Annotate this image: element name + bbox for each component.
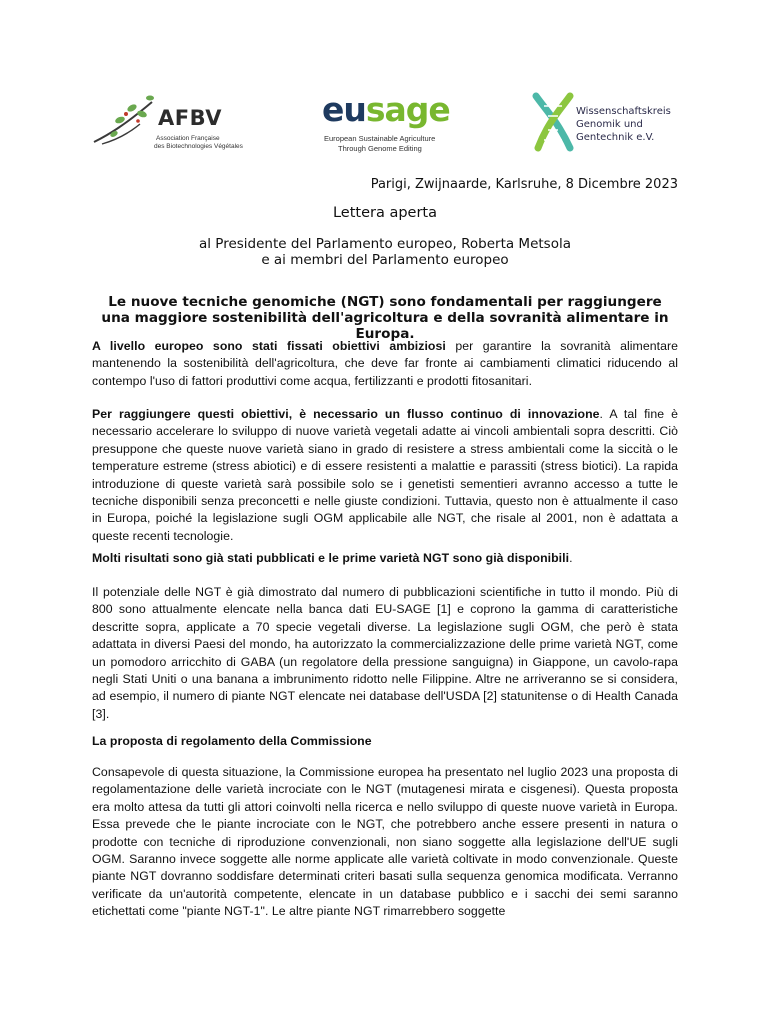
logo-header — [0, 86, 770, 166]
results-heading-text: Molti risultati sono già stati pubblicati e le prime varietà NGT sono già disponibili — [92, 551, 570, 565]
wgg-name-1: Wissenschaftskreis — [576, 106, 671, 117]
section-heading-results — [92, 550, 678, 567]
eusage-wordmark — [322, 90, 450, 129]
results-heading-period: . — [569, 551, 573, 565]
afbv-name: AFBV — [158, 106, 223, 130]
paragraph-6: Consapevole di questa situazione, la Commissione europea ha presentato nel luglio 2023 una proposta di regolamentazione delle varietà incrociate con le NGT (mutagenesi mirata e cisgenesi). Questa proposta era molto attesa da tutti gli attori coinvolti nella ricerca e nello sviluppo di queste nuove varietà in Europa. Essa prevede che le piante incrociate con le NGT, che potrebbero anche essere presenti in natura o prodotte con tecniche di riproduzione convenzionali, non siano soggette alla legislazione dell'UE sugli OGM. Saranno invece soggette alle norme applicate alle varietà coltivate in modo convenzionale. Queste piante NGT dovranno soddisfare determinati criteri basati sulla sequenza genomica modificata. Verranno verificate da un'autorità competente, elencate in un database pubblico e i sacchi dei semi saranno etichettati come "piante NGT-1". Le altre piante NGT rimarrebbero soggette — [92, 765, 678, 919]
paragraph-1-text: per garantire la sovranità alimentare mantenendo la sostenibilità dell'agricoltura, che deve far fronte ai cambiamenti climatici riducendo al contempo l'uso di fattori produttivi come acqua, fertilizzanti e prodotti fitosanitari. — [92, 339, 679, 388]
wgg-name-3: Gentechnik e.V. — [576, 132, 655, 143]
addressee — [0, 236, 770, 268]
wgg-logo — [532, 92, 692, 152]
section-heading-proposal: La proposta di regolamento della Commissione — [92, 734, 372, 748]
eusage-subtitle-2: Through Genome Editing — [338, 144, 422, 153]
place-date: Parigi, Zwijnaarde, Karlsruhe, 8 Dicembre 2023 — [370, 177, 678, 192]
paragraph-2 — [92, 406, 678, 545]
afbv-subtitle-2: des Biotechnologies Végétales — [154, 143, 243, 150]
paragraph-2-text: . A tal fine è necessario accelerare lo sviluppo di nuove varietà vegetali adatte ai vincoli ambientali sopra descritti. Ciò presuppone che queste nuove varietà siano in grado di resistere a stress ambientali come la siccità o le temperature estreme (stress abiotici) e di essere resistenti a malattie e parassiti (stress biotici). La rapida introduzione di queste varietà sarà possibile solo se i genetisti sementieri avranno accesso a tutte le tecniche disponibili senza preconcetti e nelle giuste condizioni. Tuttavia, questo non è attualmente il caso in Europa, poiché la legislazione sugli OGM applicabile alle NGT, che risale al 2001, non è adattata a queste recenti tecnologie. — [92, 407, 679, 543]
eusage-wordmark-sage: sage — [365, 90, 450, 129]
afbv-branch-icon — [92, 94, 162, 154]
eusage-subtitle-1: European Sustainable Agriculture — [324, 134, 436, 143]
addressee-line-2: e ai membri del Parlamento europeo — [261, 252, 509, 268]
eusage-wordmark-eu: eu — [322, 90, 366, 129]
wgg-name-2: Genomik und — [576, 119, 643, 130]
paragraph-4: Il potenziale delle NGT è già dimostrato dal numero di pubblicazioni scientifiche in tutto il mondo. Più di 800 sono attualmente elencate nella banca dati EU-SAGE [1] e coprono la gamma di caratteristiche descritte sopra, applicate a 70 specie vegetali diverse. La legislazione sugli OGM, che però è stata adattata in diversi Paesi del mondo, ha autorizzato la commercializzazione delle prime varietà NGT, come un pomodoro arricchito di GABA (un regolatore della pressione sanguigna) in Giappone, un cavolo-rapa negli Stati Uniti o una banana a imbrunimento ridotto nelle Filippine. Altre ne arriveranno se si considera, ad esempio, il numero di piante NGT elencate nei database dell'USDA [2] statunitense o di Health Canada [3]. — [92, 585, 678, 721]
addressee-line-1: al Presidente del Parlamento europeo, Roberta Metsola — [198, 236, 571, 252]
dna-x-icon — [532, 92, 576, 152]
afbv-logo — [92, 94, 262, 154]
paragraph-1 — [92, 338, 678, 390]
afbv-subtitle-1: Association Française — [156, 135, 220, 142]
paragraph-1-lead: A livello europeo sono stati fissati obiettivi ambiziosi — [92, 339, 446, 353]
eusage-logo — [318, 86, 478, 156]
letter-title: Le nuove tecniche genomiche (NGT) sono fondamentali per raggiungere una maggiore sostenibilità dell'agricoltura e della sovranità alimentare in Europa. — [101, 294, 669, 342]
letter-heading: Lettera aperta — [332, 205, 438, 221]
paragraph-2-lead: Per raggiungere questi obiettivi, è necessario un flusso continuo di innovazione — [92, 407, 600, 421]
